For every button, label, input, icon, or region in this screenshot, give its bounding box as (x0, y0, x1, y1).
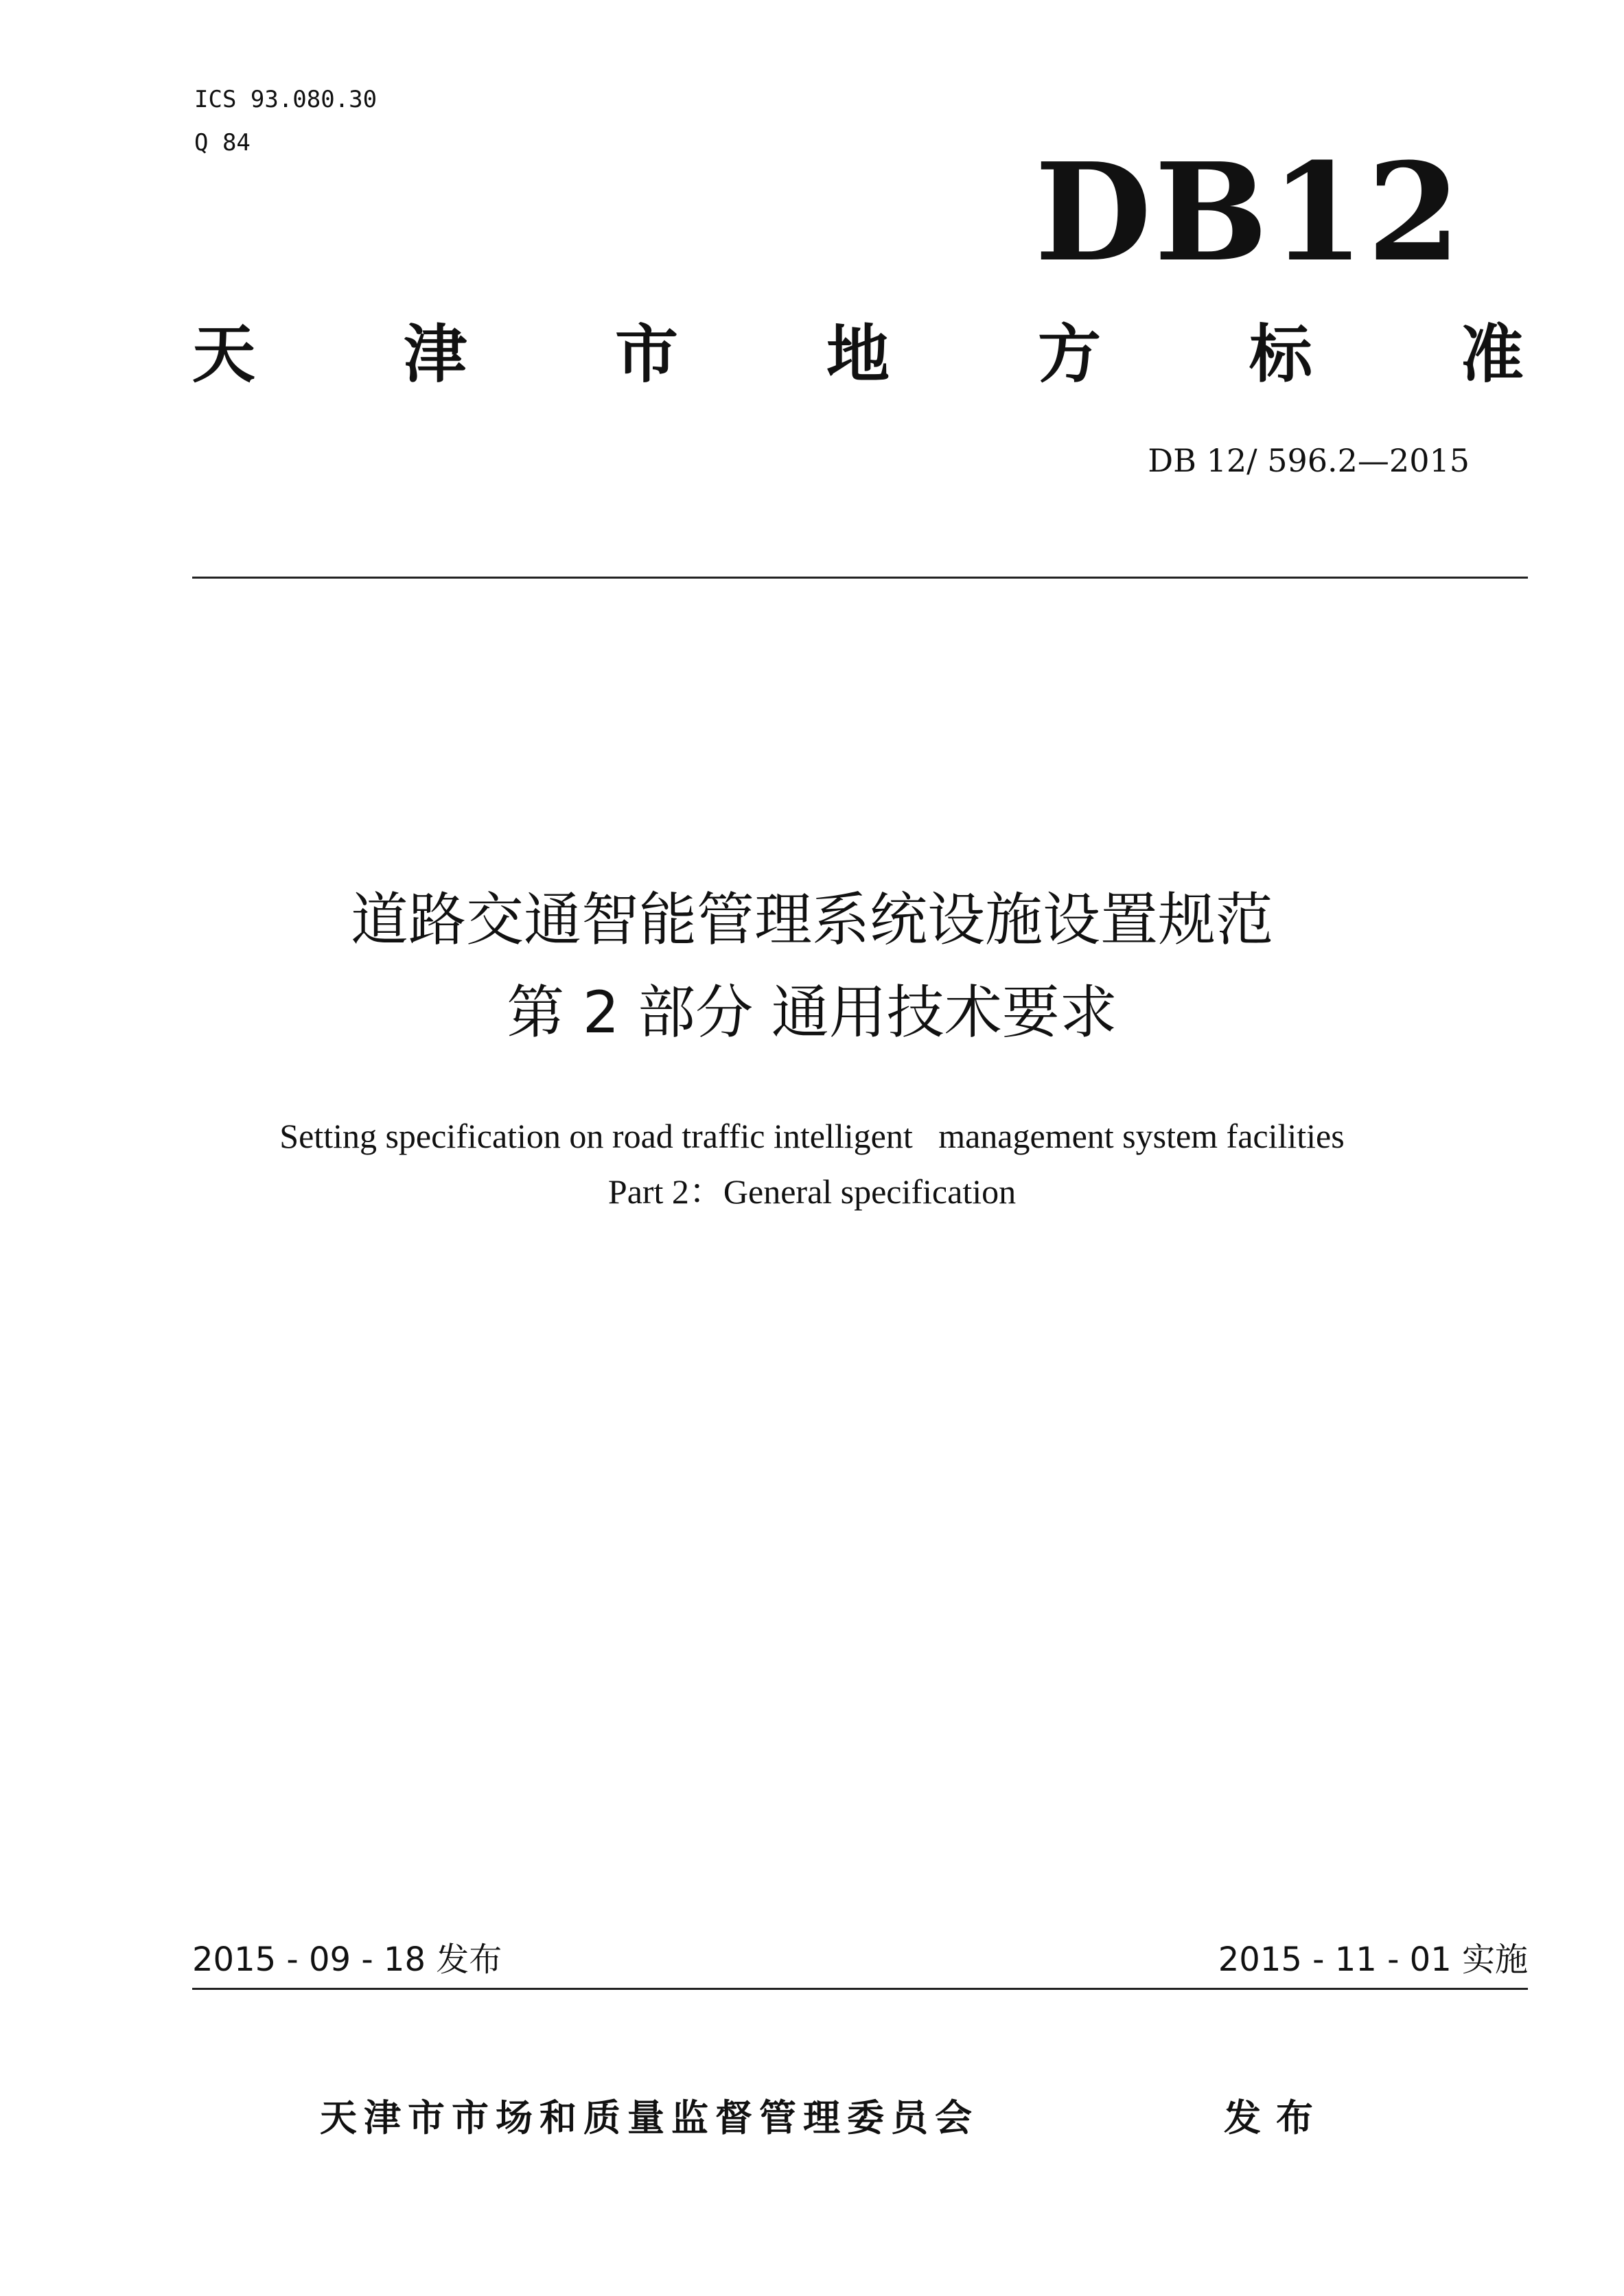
ccs-code: Q 84 (194, 129, 251, 156)
standard-type-char: 标 (1249, 318, 1312, 391)
standard-type-char: 天 (192, 318, 256, 391)
standard-code-mark: DB12 (1034, 134, 1463, 292)
standard-number: DB 12/ 596.2—2015 (1148, 442, 1470, 479)
ics-code: ICS 93.080.30 (194, 86, 378, 113)
issue-date: 2015 - 09 - 18 发布 (192, 1940, 502, 1979)
standard-type-char: 方 (1037, 318, 1101, 391)
publisher-name: 天津市市场和质量监督管理委员会 (320, 2096, 979, 2140)
standard-type-char: 市 (614, 318, 678, 391)
top-divider (192, 577, 1528, 579)
implementation-date: 2015 - 11 - 01 实施 (1218, 1940, 1528, 1979)
standard-type-char: 地 (826, 318, 890, 391)
title-english-line-1: Setting specification on road traffic intelligent management system facilities (279, 1117, 1345, 1155)
standard-type-char: 准 (1460, 318, 1524, 391)
publish-label: 发布 (1224, 2096, 1328, 2140)
bottom-divider (192, 1988, 1528, 1990)
title-chinese-line-1: 道路交通智能管理系统设施设置规范 (350, 886, 1273, 953)
title-chinese-line-2: 第 2 部分 通用技术要求 (507, 979, 1117, 1046)
standard-type-heading (192, 317, 1524, 393)
standard-type-char: 津 (403, 318, 467, 391)
title-english-line-2: Part 2：General specification (607, 1172, 1017, 1211)
